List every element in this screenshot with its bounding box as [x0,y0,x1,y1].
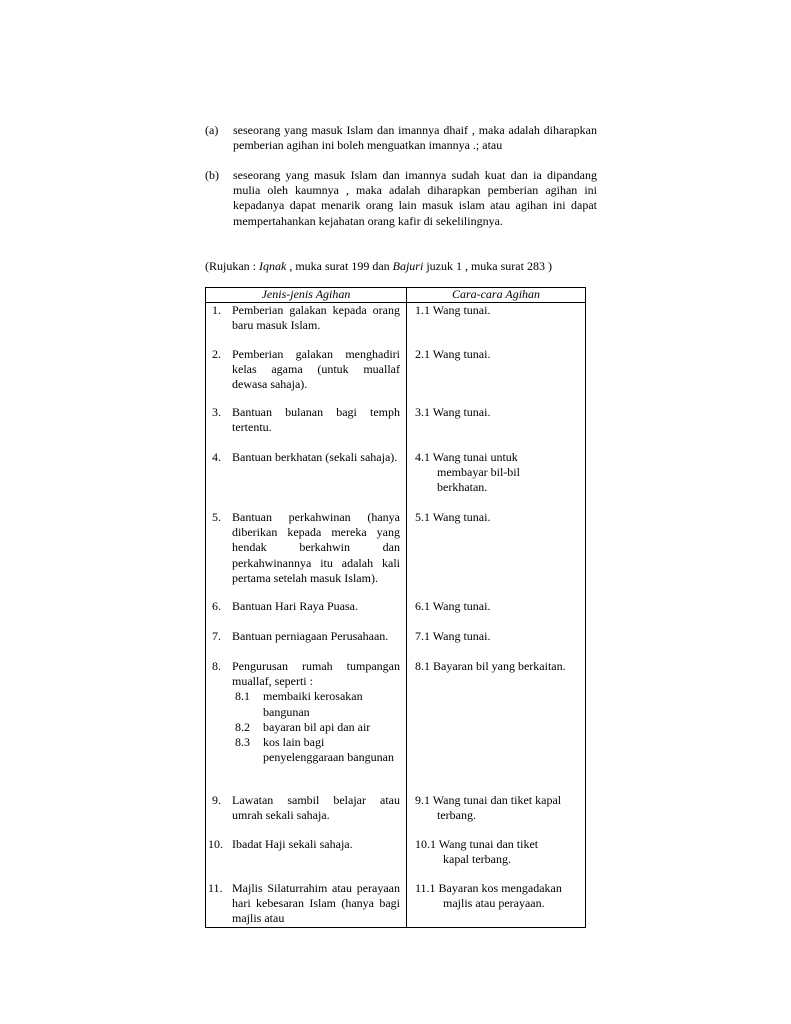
agihan-type: Bantuan berkhatan (sekali sahaja). [232,450,398,464]
table-header-row [206,288,586,303]
paragraph-label: (a) [205,123,219,137]
table-row: 10. Ibadat Haji sekali sahaja. 10.1 Wang tunai dan tiket kapal terbang. [206,837,586,881]
paragraph-text: seseorang yang masuk Islam dan imannya dhaif , maka adalah diharapkan pemberian agihan ini boleh menguatkan imannya .; atau [233,123,597,153]
table-row: 8. Pengurusan rumah tumpangan muallaf, seperti : 8.1 membaiki kerosakan bangunan 8.2 bayaran bil api dan air 8.3 kos lain bagi penyelenggaraan bangunan 8.1 Bayaran bil yang berkaitan. [206,659,586,793]
agihan-type: Bantuan Hari Raya Puasa. [232,599,358,613]
agihan-method: 9.1 Wang tunai dan tiket kapal [415,793,562,807]
sub-item: 8.3 kos lain bagi penyelenggaraan bangunan [235,735,394,765]
agihan-method: 1.1 Wang tunai. [415,303,491,317]
agihan-method: 7.1 Wang tunai. [415,629,491,643]
agihan-method: 8.1 Bayaran bil yang berkaitan. [415,659,566,673]
header-jenis-agihan: Jenis-jenis Agihan [206,288,407,303]
agihan-method: 5.1 Wang tunai. [415,510,491,524]
agihan-type: Bantuan perniagaan Perusahaan. [232,629,389,643]
table-row: 2. Pemberian galakan menghadiri kelas agama (untuk muallaf dewasa sahaja). 2.1 Wang tunai. [206,347,586,405]
table-row: 9. Lawatan sambil belajar atau umrah sekali sahaja. 9.1 Wang tunai dan tiket kapal terbang. [206,793,586,837]
paragraph-label: (b) [205,168,219,182]
sub-item: 8.2 bayaran bil api dan air [235,719,371,734]
table-row: 4. Bantuan berkhatan (sekali sahaja). 4.1 Wang tunai untuk membayar bil-bil berkhatan. [206,450,586,510]
agihan-method: 3.1 Wang tunai. [415,405,491,419]
agihan-type: Pemberian galakan menghadiri kelas agama (untuk muallaf dewasa sahaja). [232,347,400,392]
table-row: 11. Majlis Silaturrahim atau perayaan hari kebesaran Islam (hanya bagi majlis atau 11.1 Bayaran kos mengadakan majlis atau perayaan. [206,881,586,928]
agihan-method: 4.1 Wang tunai untuk [415,450,518,464]
agihan-method: 2.1 Wang tunai. [415,347,491,361]
agihan-type: Lawatan sambil belajar atau umrah sekali sahaja. [232,793,400,823]
agihan-type: Pemberian galakan kepada orang baru masuk Islam. [232,303,400,333]
agihan-type: Majlis Silaturrahim atau perayaan hari kebesaran Islam (hanya bagi majlis atau [232,881,400,926]
agihan-type: Bantuan perkahwinan (hanya diberikan kepada mereka yang hendak berkahwin dan perkahwinannya itu adalah kali pertama setelah masuk Islam). [232,510,400,585]
agihan-type: Pengurusan rumah tumpangan muallaf, seperti : [232,659,400,689]
agihan-method: 10.1 Wang tunai dan tiket [415,837,539,851]
table-row: 3. Bantuan bulanan bagi temph tertentu. 3.1 Wang tunai. [206,405,586,450]
table-row: 5. Bantuan perkahwinan (hanya diberikan kepada mereka yang hendak berkahwin dan perkahwinannya itu adalah kali pertama setelah masuk Islam). 5.1 Wang tunai. [206,510,586,599]
table-row: 7. Bantuan perniagaan Perusahaan. 7.1 Wang tunai. [206,629,586,659]
paragraph-text: seseorang yang masuk Islam dan imannya sudah kuat dan ia dipandang mulia oleh kaumnya , maka adalah diharapkan pemberian agihan ini kepadanya dapat menarik orang lain masuk islam atau agihan ini dapat mempertahankan kejahatan orang kafir di sekelilingnya. [233,168,597,228]
agihan-method: 6.1 Wang tunai. [415,599,491,613]
paragraph-b [205,168,597,229]
agihan-table [205,287,586,928]
table-row: 1. Pemberian galakan kepada orang baru masuk Islam. 1.1 Wang tunai. [206,303,586,348]
agihan-method: 11.1 Bayaran kos mengadakan [415,881,562,895]
reference-line: (Rujukan : Iqnak , muka surat 199 dan Bajuri juzuk 1 , muka surat 283 ) [205,259,552,273]
agihan-type: Bantuan bulanan bagi temph tertentu. [232,405,400,435]
table-row: 6. Bantuan Hari Raya Puasa. 6.1 Wang tunai. [206,599,586,629]
paragraph-a [205,123,597,153]
header-cara-agihan: Cara-cara Agihan [407,288,586,303]
sub-item: 8.1 membaiki kerosakan bangunan [235,689,363,719]
reference-book-iqnak: Iqnak [259,259,287,273]
reference-book-bajuri: Bajuri [392,259,424,273]
agihan-type: Ibadat Haji sekali sahaja. [232,837,353,851]
